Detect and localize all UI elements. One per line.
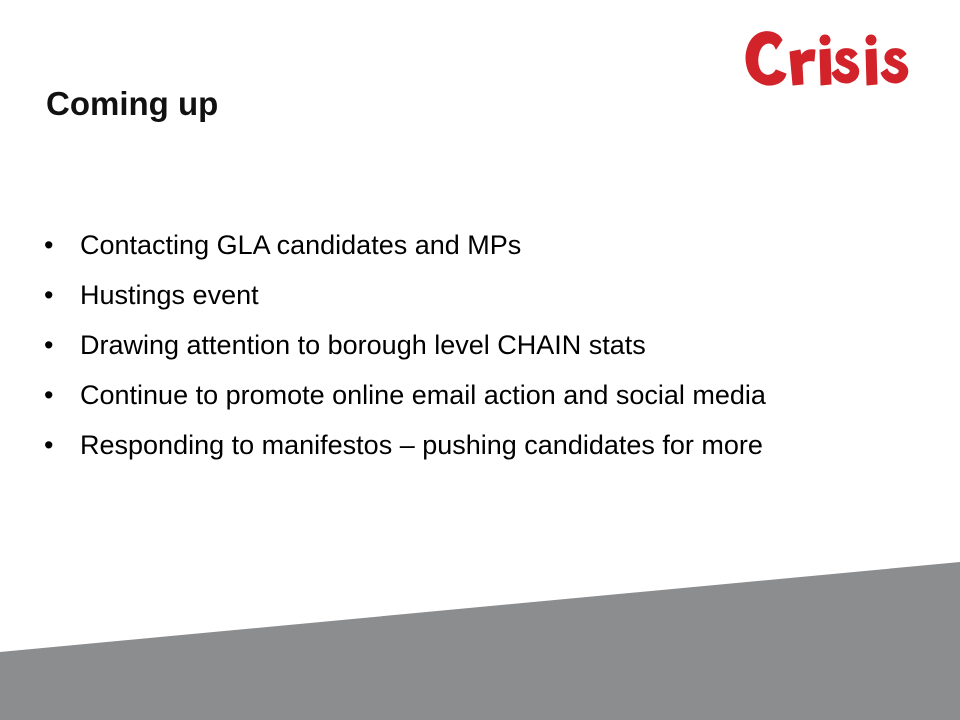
bullet-item xyxy=(44,326,884,364)
bullet-text: Responding to manifestos – pushing candidates for more xyxy=(80,430,763,460)
bullet-item xyxy=(44,226,884,264)
crisis-logo xyxy=(738,18,928,100)
bullet-marker: • xyxy=(44,430,54,460)
bullet-list xyxy=(44,226,884,476)
bullet-text: Hustings event xyxy=(80,280,259,310)
bullet-marker: • xyxy=(44,330,54,360)
bullet-item xyxy=(44,276,884,314)
bullet-text: Contacting GLA candidates and MPs xyxy=(80,230,522,260)
bullet-item xyxy=(44,376,884,414)
slide-title: Coming up xyxy=(46,85,219,122)
bullet-marker: • xyxy=(44,380,54,410)
bullet-item xyxy=(44,426,884,464)
bullet-marker: • xyxy=(44,280,54,310)
bullet-text: Drawing attention to borough level CHAIN stats xyxy=(80,330,646,360)
bullet-marker: • xyxy=(44,230,54,260)
bullet-text: Continue to promote online email action and social media xyxy=(80,380,766,410)
